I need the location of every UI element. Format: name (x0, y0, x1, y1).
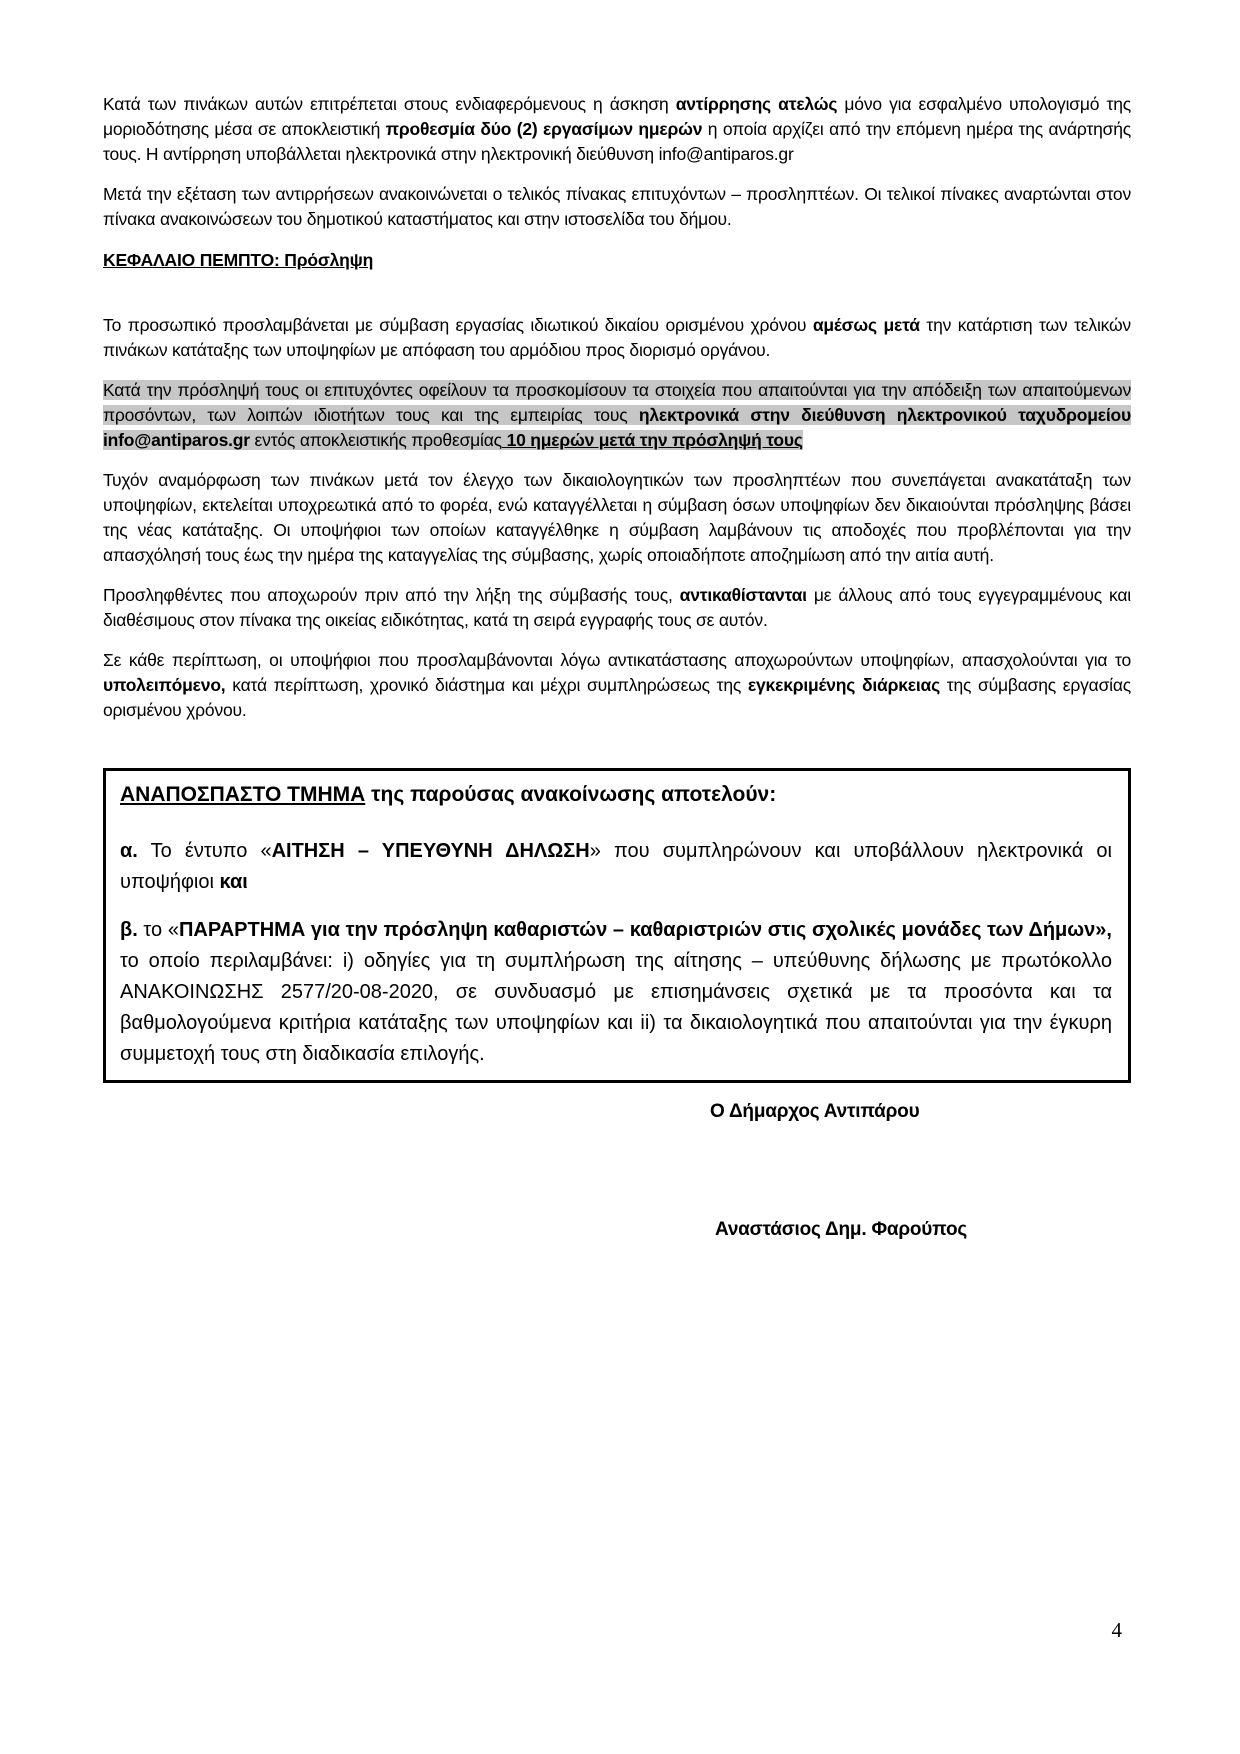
annex-item-b-appendix-name: ΠΑΡΑΡΤΗΜΑ για την πρόσληψη καθαριστών – καθαριστριών στις σχολικές μονάδες των Δήμων», (178, 919, 1112, 941)
signature-role: Ο Δήμαρχος Αντιπάρου (710, 1101, 920, 1122)
paragraph-objection-text: μόνο για εσφαλμένο υπολογισμό της μοριοδότησης μέσα σε αποκλειστική (103, 94, 1131, 139)
annex-item-a-label: α. (120, 840, 138, 862)
paragraph-hiring-text: Το προσωπικό προσλαμβάνεται με σύμβαση εργασίας ιδιωτικού δικαίου ορισμένου χρόνου (103, 315, 813, 335)
annex-item-a-and: και (219, 871, 248, 893)
annex-item-b-label: β. (120, 919, 138, 941)
paragraph-hiring-text: την κατάρτιση των τελικών πινάκων κατάταξης των υποψηφίων με απόφαση του αρμόδιου προς διορισμό οργάνου. (103, 315, 1131, 360)
annex-item-a-text: Το έντυπο « (137, 840, 272, 862)
paragraph-objection-text: Κατά των πινάκων αυτών επιτρέπεται στους ενδιαφερόμενους η άσκηση (103, 94, 676, 114)
paragraph-replacement-text: με άλλους από τους εγγεγραμμένους και διαθέσιμους στον πίνακα της οικείας ειδικότητας, κατά τη σειρά εγγραφής τους σε αυτόν. (103, 585, 1131, 630)
objection-bold-term: αντίρρησης ατελώς (675, 94, 838, 114)
paragraph-documents-text: εντός αποκλειστικής προθεσμίας (249, 430, 502, 450)
signature-name: Αναστάσιος Δημ. Φαρούπος (715, 1219, 968, 1240)
annex-item-b (120, 915, 1112, 1070)
annex-box-title (120, 779, 1112, 811)
deadline-bold-term: προθεσμία δύο (2) εργασίμων ημερών (385, 119, 703, 139)
hiring-bold-term: αμέσως μετά (812, 315, 920, 335)
page-number: 4 (1111, 1618, 1122, 1642)
paragraph-hiring (103, 313, 1131, 363)
annex-item-a (120, 836, 1112, 898)
remaining-bold-term: υπολειπόμενο, (103, 675, 226, 695)
annex-title-underlined: ΑΝΑΠΟΣΠΑΣΤΟ ΤΜΗΜΑ (120, 783, 366, 806)
paragraph-remaining-text: της σύμβασης εργασίας ορισμένου χρόνου. (103, 675, 1132, 720)
annex-item-a-form-name: ΑΙΤΗΣΗ – ΥΠΕΥΘΥΝΗ ΔΗΛΩΣΗ (271, 840, 590, 862)
paragraph-remaining-text: κατά περίπτωση, χρονικό διάστημα και μέχρι συμπληρώσεως της (225, 675, 748, 695)
paragraph-reordering: Τυχόν αναμόρφωση των πινάκων μετά τον έλεγχο των δικαιολογητικών των προσληπτέων που συνεπάγεται ανακατάταξη των υποψηφίων, εκτελείται υποχρεωτικά από το φορέα, ενώ καταγγέλλεται η σύμβαση όσων υποψηφίων δεν δικαιούνται πρόσληψης βάσει της νέας κατάταξης. Οι υποψήφιοι των οποίων καταγγέλθηκε η σύμβαση λαμβάνουν τις αποδοχές που προβλέπονται για την απασχόλησή τους έως την ημέρα της καταγγελίας της σύμβασης, χωρίς οποιαδήποτε αποζημίωση από την αιτία αυτή. (103, 470, 1131, 565)
annex-item-b-text: το « (137, 919, 179, 941)
annex-title-rest: της παρούσας ανακοίνωσης αποτελούν: (365, 783, 777, 806)
chapter-heading: ΚΕΦΑΛΑΙΟ ΠΕΜΠΤΟ: Πρόσληψη (103, 250, 374, 270)
approved-duration-bold-term: εγκεκριμένης διάρκειας (747, 675, 940, 695)
paragraph-final-tables: Μετά την εξέταση των αντιρρήσεων ανακοινώνεται ο τελικός πίνακας επιτυχόντων – προσληπτέων. Οι τελικοί πίνακες αναρτώνται στον πίνακα ανακοινώσεων του δημοτικού καταστήματος και στην ιστοσελίδα του δήμου. (103, 184, 1131, 229)
paragraph-documents-highlighted (103, 378, 1131, 453)
paragraph-replacement (103, 583, 1131, 633)
paragraph-documents-text: Κατά την πρόσληψή τους οι επιτυχόντες οφείλουν τα προσκομίσουν τα στοιχεία που απαιτούνται για την απόδειξη των απαιτούμενων προσόντων, των λοιπών ιδιοτήτων τους και της εμπειρίας τους (103, 380, 1131, 425)
paragraph-replacement-text: Προσληφθέντες που αποχωρούν πριν από την λήξη της σύμβασής τους, (103, 585, 680, 605)
paragraph-objection-text: η οποία αρχίζει από την επόμενη ημέρα της ανάρτησής τους. Η αντίρρηση υποβάλλεται ηλεκτρονικά στην ηλεκτρονική διεύθυνση info@antiparos.gr (103, 119, 1132, 164)
email-bold-term: ηλεκτρονικά στην διεύθυνση ηλεκτρονικού ταχυδρομείου info@antiparos.gr (103, 405, 1131, 450)
ten-days-bold-underline: 10 ημερών μετά την πρόσληψή τους (501, 430, 803, 450)
annex-box (103, 768, 1131, 1083)
paragraph-remaining-period (103, 648, 1131, 723)
paragraph-objection (103, 92, 1131, 167)
annex-item-b-text: το οποίο περιλαμβάνει: i) οδηγίες για τη συμπλήρωση της αίτησης – υπεύθυνης δήλωσης με πρωτόκολλο ΑΝΑΚΟΙΝΩΣΗΣ 2577/20-08-2020, σε συνδυασμό με επισημάνσεις σχετικά με τα προσόντα και τα βαθμολογούμενα κριτήρια κατάταξης των υποψηφίων και ii) τα δικαιολογητικά που απαιτούνται για την έγκυρη συμμετοχή τους στη διαδικασία επιλογής. (120, 950, 1112, 1065)
annex-item-a-text: » που συμπληρώνουν και υποβάλλουν ηλεκτρονικά οι υποψήφιοι (120, 840, 1112, 893)
paragraph-remaining-text: Σε κάθε περίπτωση, οι υποψήφιοι που προσλαμβάνονται λόγω αντικατάστασης αποχωρούντων υποψηφίων, απασχολούνται για το (103, 650, 1131, 670)
replacement-bold-term: αντικαθίστανται (679, 585, 807, 605)
